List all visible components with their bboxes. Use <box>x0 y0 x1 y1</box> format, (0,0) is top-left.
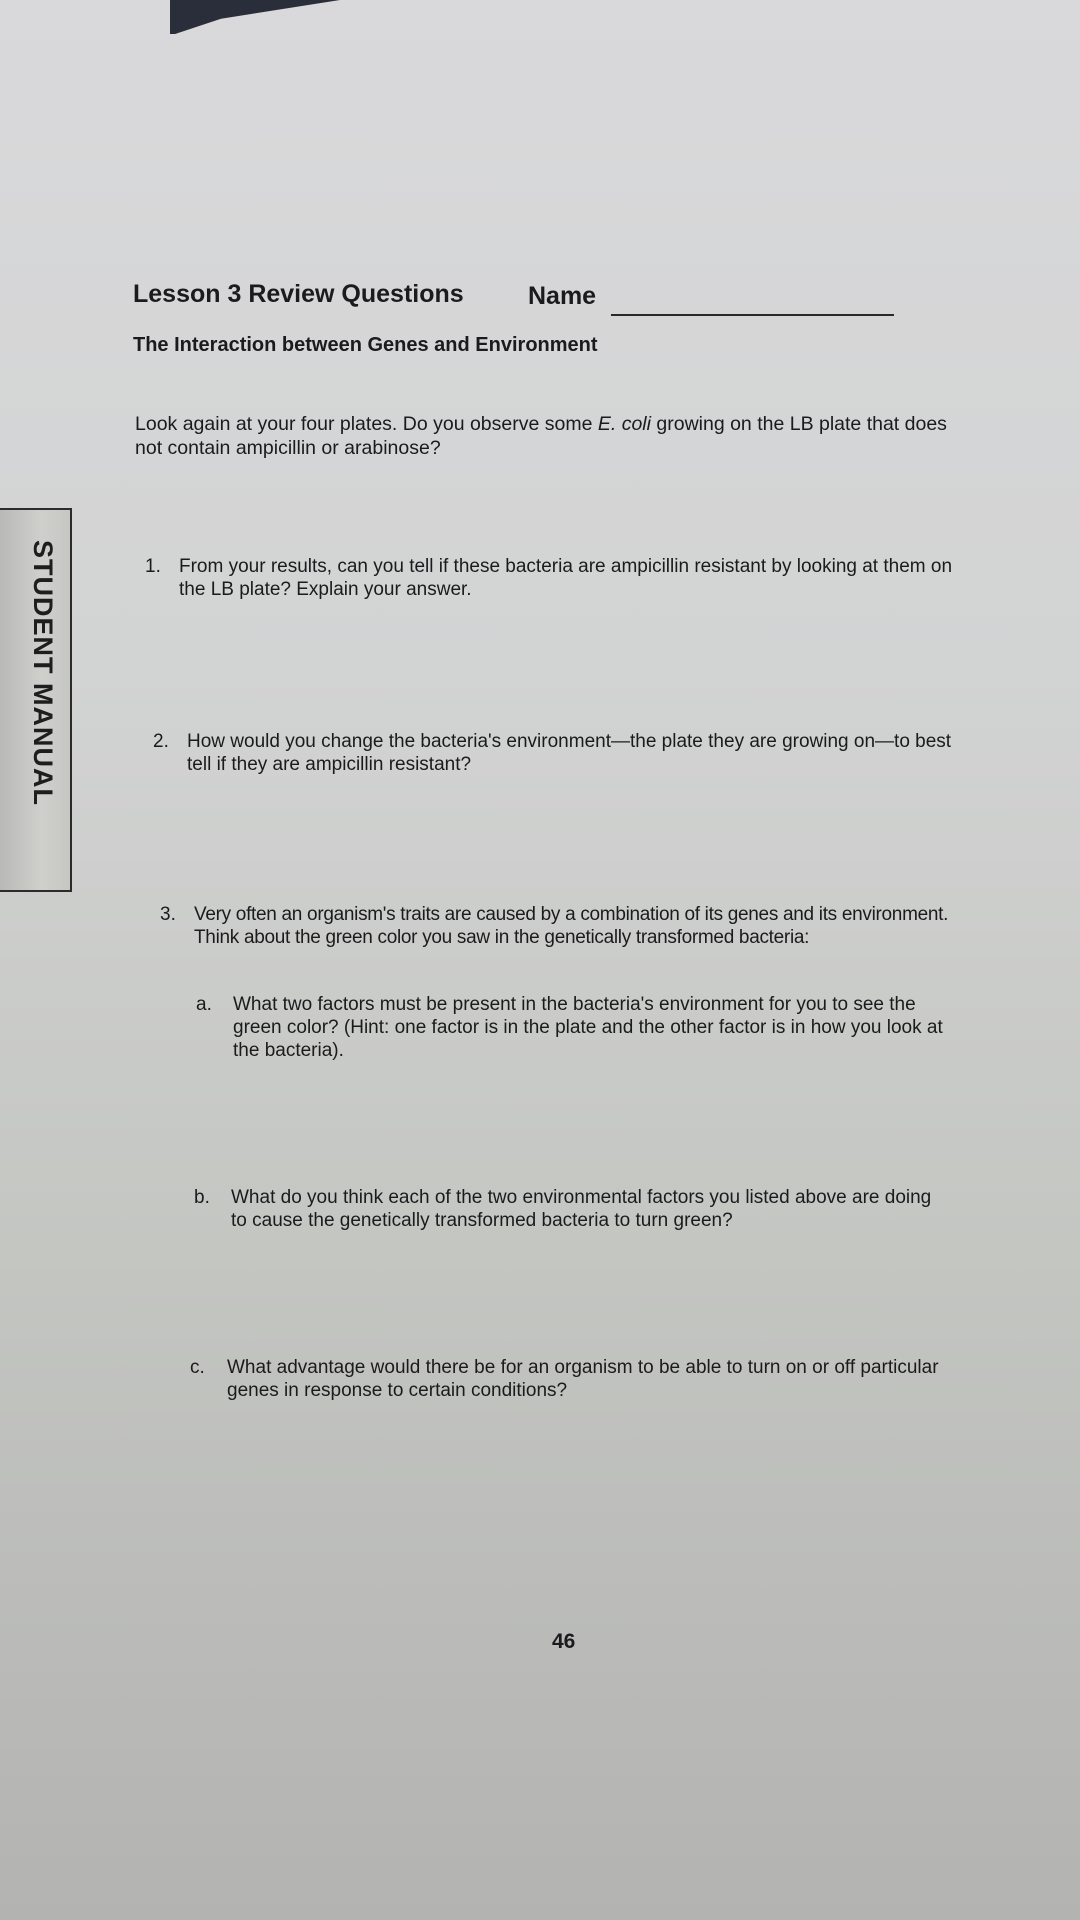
subquestion-text: What advantage would there be for an organism to be able to turn on or off particular genes in response to certain conditions? <box>227 1357 939 1401</box>
lesson-title: Lesson 3 Review Questions <box>133 280 464 308</box>
intro-text-before: Look again at your four plates. Do you observe some <box>135 413 598 435</box>
question-text: Very often an organism's traits are caused by a combination of its genes and its environment. Think about the green color you saw in the genetically transformed bacteria: <box>194 904 949 948</box>
page-number: 46 <box>552 1630 576 1653</box>
subquestion-letter: c. <box>190 1357 205 1378</box>
name-label: Name <box>528 282 597 310</box>
binder-corner <box>170 0 340 34</box>
intro-text-after: growing on the LB plate that does not contain ampicillin or arabinose? <box>135 413 947 459</box>
name-blank-line[interactable] <box>611 314 894 316</box>
intro-italic-organism: E. coli <box>597 413 651 435</box>
question-number: 3. <box>160 904 176 925</box>
question-number: 2. <box>153 731 169 752</box>
side-tab-label: STUDENT MANUAL <box>28 540 58 806</box>
worksheet-subtitle: The Interaction between Genes and Environment <box>133 334 598 356</box>
subquestion-letter: a. <box>196 994 212 1015</box>
intro-paragraph <box>135 412 965 460</box>
question-text: How would you change the bacteria's environment—the plate they are growing on—to best tell if they are ampicillin resistant? <box>187 731 952 775</box>
subquestion-letter: b. <box>194 1187 210 1208</box>
subquestion-text: What do you think each of the two environmental factors you listed above are doing to cause the genetically transformed bacteria to turn green? <box>231 1187 932 1231</box>
question-number: 1. <box>145 556 161 577</box>
subquestion-text: What two factors must be present in the bacteria's environment for you to see the green color? (Hint: one factor is in the plate and the other factor is in how you look at the bacteria). <box>233 994 943 1061</box>
question-text: From your results, can you tell if these bacteria are ampicillin resistant by looking at them on the LB plate? Explain your answer. <box>179 556 953 600</box>
